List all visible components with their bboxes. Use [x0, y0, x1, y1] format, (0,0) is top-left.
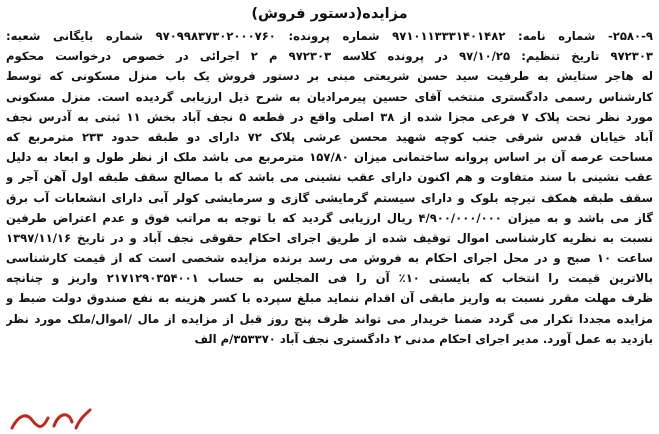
notice-line: نسبت به نظریه کارشناسی اموال توقیف شده از طریق اجرای احکام حقوقی نجف آباد و در تاریخ ۱۳۹۷/۱۱/۱۶: [6, 230, 653, 245]
notice-line: بالاترین قیمت را انتخاب که بایستی ۱۰٪ آن را فی المجلس به حساب ۲۱۷۱۲۹۰۳۵۴۰۰۱ واریز و چنانچه: [6, 271, 653, 286]
notice-line: آباد خیابان قدس شرقی جنب کوچه شهید محسن عرشی پلاک ۷۲ دارای دو طبقه حدود ۲۳۳ مترمربع که: [6, 129, 653, 144]
notice-line: بازدید به عمل آورد. مدیر اجرای احکام مدنی ۲ دادگستری نجف آباد ۳۵۳۳۷۰/م الف: [194, 331, 653, 346]
notice-line: له هاجر ستایش به طرفیت سید حسن شریعتی مبنی بر دستور فروش یک باب منزل مسکونی که توسط: [6, 69, 653, 84]
auction-notice: [6, 2, 653, 432]
notice-line: ۹۷۲۳۰۳ تاریخ تنظیم: ۹۷/۱۰/۲۵ در پرونده کلاسه ۹۷۲۳۰۳ م ۲ اجرائی در خصوص درخواست محکوم: [6, 49, 653, 64]
notice-line: گاز می باشد و به میزان ۴/۹۰۰/۰۰۰/۰۰۰ ریال ارزیابی گردید که با توجه به مراتب فوق و عدم اعتراض طرفین: [6, 210, 653, 225]
notice-line: مساحت عرصه آن بر اساس پروانه ساختمانی میزان ۱۵۷/۸۰ مترمربع می باشد ملک از نظر طول و ابعاد به دلیل: [6, 150, 653, 165]
notice-line: ساعت ۱۰ صبح و در محل اجرای احکام به فروش می رسد برنده مزایده شخصی است که از قیمت کارشناسی: [6, 251, 653, 266]
notice-title: مزایده(دستور فروش): [251, 6, 408, 22]
notice-line: کارشناس رسمی دادگستری منتخب آقای حسین پیرمرادیان به شرح ذیل ارزیابی گردیده است. منزل مسکونی: [6, 89, 653, 104]
notice-line: ۲۵۸۰-۹- شماره نامه: ۹۷۱۰۱۱۳۳۳۱۴۰۱۴۸۲ شماره پرونده: ۹۷۰۹۹۸۳۷۳۰۲۰۰۰۷۶۰ شماره بایگانی شعبه:: [6, 29, 653, 43]
stamp-stroke: [76, 410, 90, 428]
stamp-stroke: [54, 415, 72, 426]
stamp-mark: [8, 402, 92, 432]
notice-line: ظرف مهلت مقرر نسبت به واریز مابقی آن اقدام ننماید مبلغ سپرده با کسر هزینه به نفع صندوق دولت ضبط و: [6, 291, 653, 306]
notice-line: عقب نشینی با سند متفاوت و هم اکنون دارای عقب نشینی می باشد که با مصالح سقف طبقه اول آهن آجر و: [6, 170, 653, 185]
notice-body: [6, 26, 653, 349]
notice-line: مورد نظر تحت پلاک ۷ فرعی مجزا شده از ۳۸ اصلی واقع در قطعه ۵ نجف آباد بخش ۱۱ ثبتی به آدرس نجف: [6, 109, 653, 124]
stamp-stroke: [12, 416, 48, 428]
notice-line: سقف طبقه همکف تیرچه بلوک و دارای سیستم گرمایشی گازی و سرمایشی کولر آبی دارای انشعابات آب برق: [6, 190, 653, 205]
notice-line: مزایده مجددا تکرار می گردد ضمنا خریدار می تواند ظرف پنج روز قبل از مزایده از مال /اموال/ملک مورد نظر: [6, 311, 653, 326]
